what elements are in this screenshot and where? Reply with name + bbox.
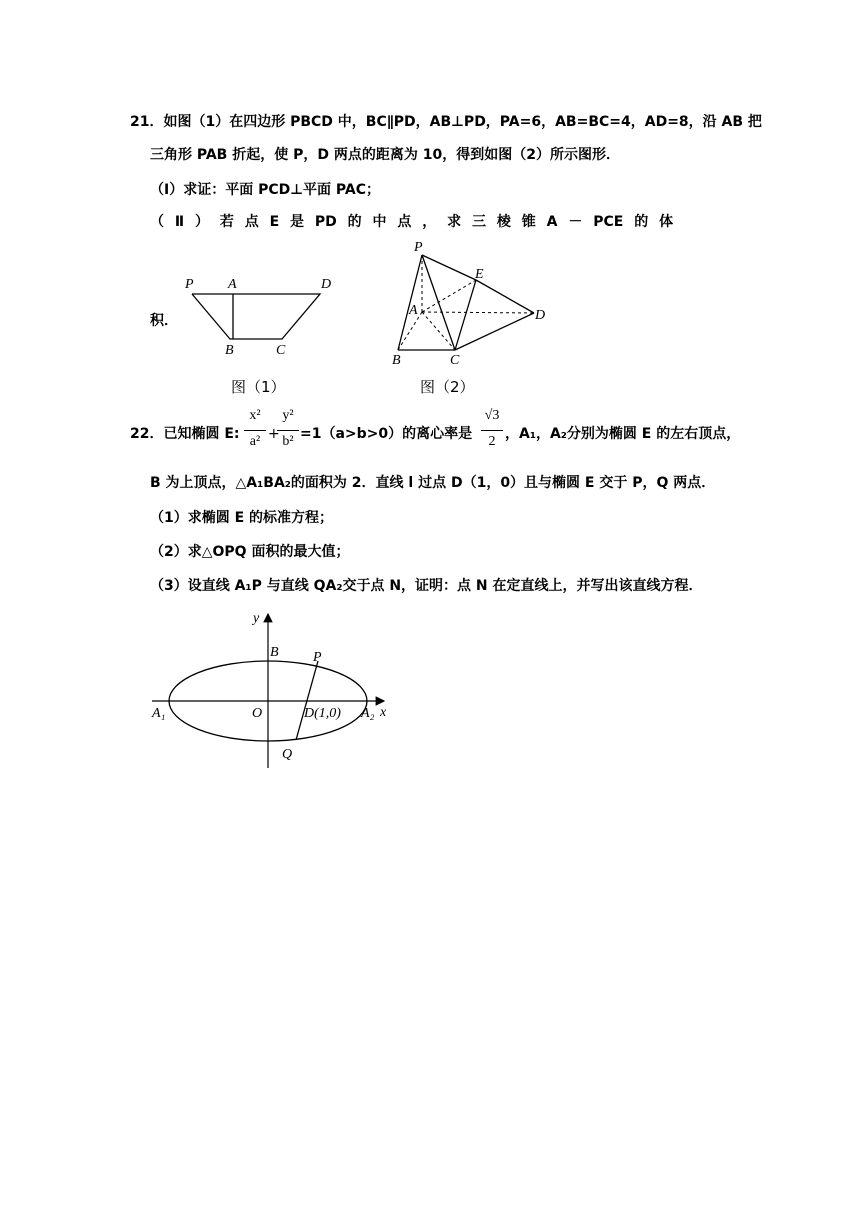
- ellipse-label-x: x: [380, 705, 387, 720]
- fig1-label-c: C: [276, 343, 286, 358]
- fig1-label-p: P: [185, 277, 194, 292]
- frac-y-bar: [277, 430, 299, 431]
- q22-after-ecc: ，A₁，A₂分别为椭圆 E 的左右顶点，: [505, 426, 741, 442]
- q22-prefix: 22．已知椭圆 E:: [130, 426, 240, 442]
- q21-line1: 21．如图（1）在四边形 PBCD 中，BC∥PD，AB⊥PD，PA=6，AB=BC=4，AD=8，沿 AB 把: [130, 114, 762, 130]
- q21-line2: 三角形 PAB 折起，使 P，D 两点的距离为 10，得到如图（2）所示图形．: [150, 147, 620, 163]
- q21-part2-end: 积．: [150, 313, 178, 329]
- q22-part3: （3）设直线 A₁P 与直线 QA₂交于点 N，证明：点 N 在定直线上，并写出该直线方程．: [150, 578, 703, 594]
- frac-x-bar: [244, 430, 266, 431]
- fig2-label-e: E: [475, 267, 484, 282]
- figure-2-pyramid: [386, 240, 556, 370]
- q22-part2: （2）求△OPQ 面积的最大值；: [150, 544, 350, 560]
- ellipse-label-b: B: [270, 645, 279, 660]
- fig2-label-p: P: [414, 240, 423, 255]
- ecc-numerator: √3: [484, 408, 500, 423]
- ellipse-label-p: P: [313, 650, 322, 665]
- ellipse-label-q: Q: [282, 747, 293, 762]
- fig2-label-b: B: [392, 353, 401, 368]
- q22-equation-tail: =1（a>b>0）的离心率是: [300, 426, 473, 442]
- q22-line2: B 为上顶点，△A₁BA₂的面积为 2．直线 l 过点 D（1，0）且与椭圆 E 交于 P，Q 两点．: [150, 475, 716, 491]
- q21-part2: （ Ⅱ ） 若 点 E 是 PD 的 中 点 ， 求 三 棱 锥 A － PCE 的 体: [150, 214, 674, 230]
- fig2-label-a: A: [409, 303, 418, 318]
- frac-x-numerator: x²: [249, 408, 261, 423]
- q21-part1: （Ⅰ）求证：平面 PCD⊥平面 PAC；: [150, 182, 380, 198]
- ellipse-label-d: D(1,0): [304, 706, 341, 721]
- fig1-label-b: B: [225, 343, 234, 358]
- fig1-label-a: A: [228, 277, 237, 292]
- ecc-denominator: 2: [488, 434, 496, 449]
- fig2-caption: 图（2）: [420, 378, 475, 396]
- ellipse-label-a2: A₂: [361, 706, 375, 721]
- fig1-label-d: D: [321, 277, 332, 292]
- ellipse-label-y: y: [253, 611, 260, 626]
- frac-y-denominator: b²: [282, 434, 294, 449]
- plus-sign: +: [268, 426, 280, 442]
- q22-part1: （1）求椭圆 E 的标准方程；: [150, 510, 334, 526]
- ecc-bar: [481, 430, 503, 431]
- figure-ellipse: [146, 608, 396, 773]
- fig2-label-d: D: [535, 308, 546, 323]
- ellipse-label-o: O: [252, 706, 263, 721]
- figure-1-trapezoid: [178, 272, 348, 362]
- ellipse-label-a1: A₁: [152, 706, 166, 721]
- fig1-caption: 图（1）: [231, 378, 286, 396]
- frac-y-numerator: y²: [282, 408, 294, 423]
- fig2-label-c: C: [450, 353, 460, 368]
- frac-x-denominator: a²: [249, 434, 261, 449]
